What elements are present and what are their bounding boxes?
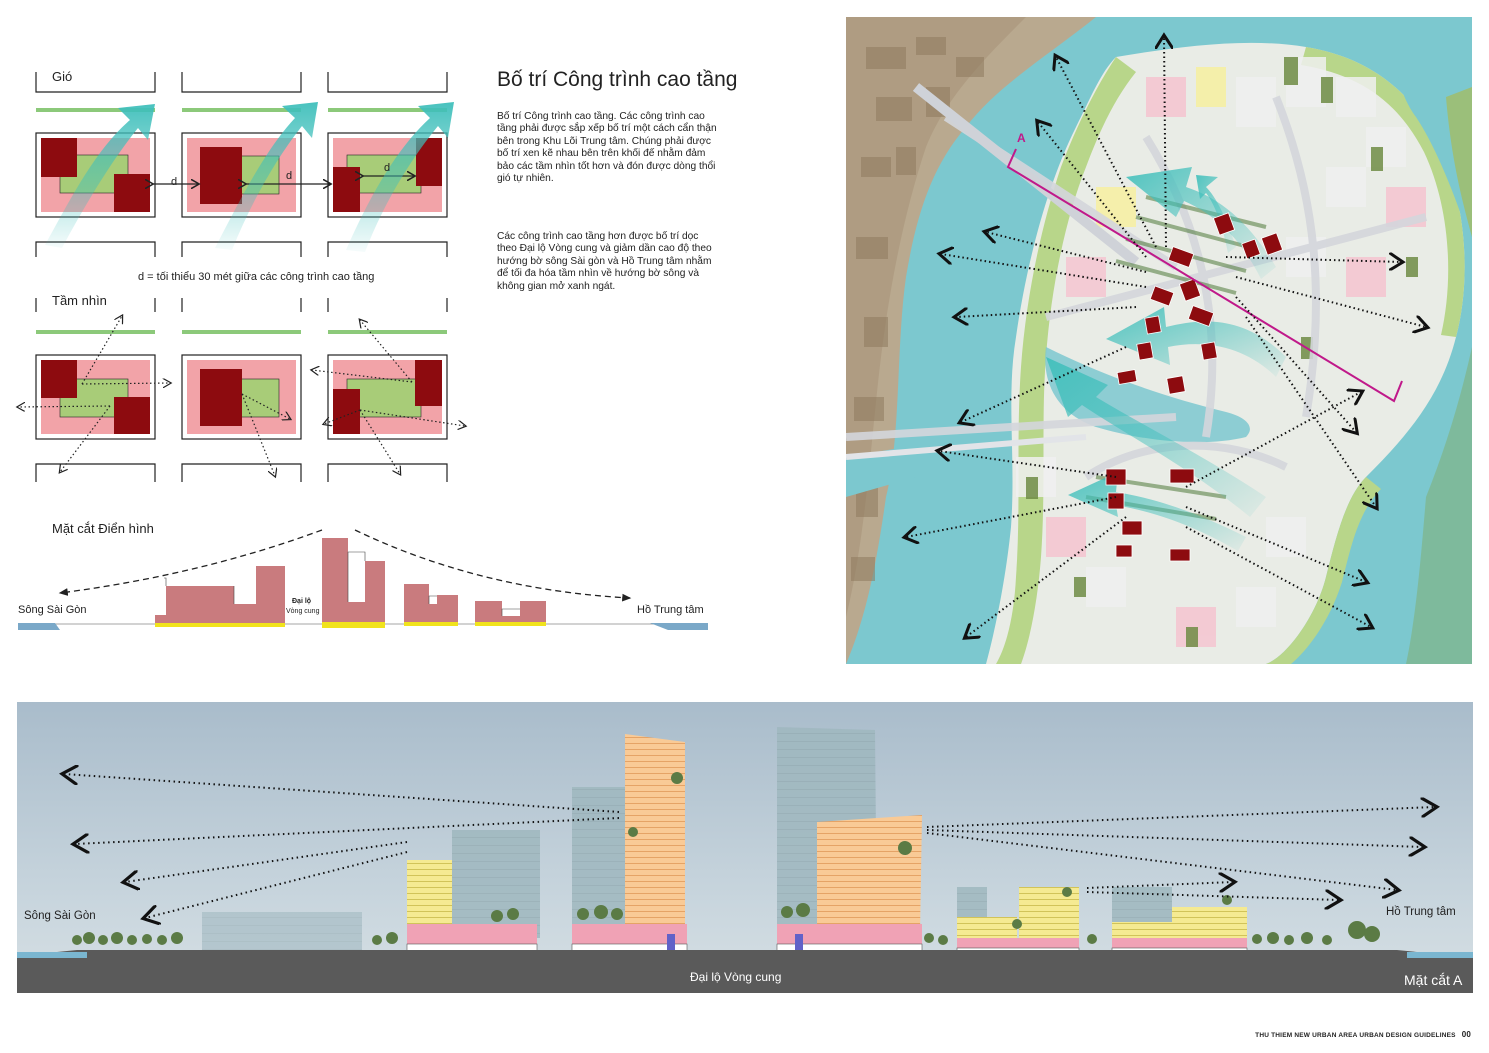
footer-text: THU THIEM NEW URBAN AREA URBAN DESIGN GUIDELINES <box>1255 1032 1456 1039</box>
distance-label-3: d <box>384 162 391 174</box>
distance-label-1: d <box>171 176 178 188</box>
site-plan-map <box>846 17 1472 664</box>
view-label: Tầm nhìn <box>52 293 107 308</box>
section-a-left-label: Sông Sài Gòn <box>24 910 96 922</box>
typical-middle-label-2: Vòng cung <box>286 608 320 615</box>
wind-panel <box>36 72 454 257</box>
typical-middle-label-1: Đại lộ <box>292 598 312 605</box>
typical-section-diagram <box>0 520 720 640</box>
section-marker-a: A <box>1017 131 1026 145</box>
view-panel <box>18 298 465 482</box>
typical-section-title: Mặt cắt Điển hình <box>52 521 154 536</box>
footer <box>1255 1030 1471 1039</box>
paragraph-2: Các công trình cao tầng hơn được bố trí dọc theo Đại lộ Vòng cung và giảm dần cao độ theo hướng bờ sông Sài gòn và Hồ Trung tâm nhằm để tối đa hóa tầm nhìn về hướng bờ sông và không gian mở xanh ngát. <box>497 231 712 292</box>
page-heading: Bố trí Công trình cao tầng <box>497 68 738 91</box>
typical-left-label: Sông Sài Gòn <box>18 604 87 616</box>
section-a-title: Mặt cắt A <box>1404 972 1463 988</box>
typical-right-label: Hồ Trung tâm <box>637 604 704 616</box>
distance-caption: d = tối thiểu 30 mét giữa các công trình cao tầng <box>138 271 375 283</box>
page-number: 00 <box>1461 1030 1471 1039</box>
distance-label-2: d <box>286 170 293 182</box>
wind-label: Gió <box>52 69 73 84</box>
section-a-elevation <box>17 702 1473 993</box>
section-a-road-label: Đại lộ Vòng cung <box>690 970 782 984</box>
paragraph-1: Bố trí Công trình cao tầng. Các công trình cao tầng phải được sắp xếp bố trí một cách cẩn thận bên trong Khu Lõi Trung tâm. Chúng phải được bố trí xen kẽ nhau bên trên khối đế nhằm đảm bảo các tầm nhìn tốt hơn và đón được dòng thổi gió tự nhiên. <box>497 111 717 185</box>
section-a-right-label: Hồ Trung tâm <box>1386 906 1456 918</box>
